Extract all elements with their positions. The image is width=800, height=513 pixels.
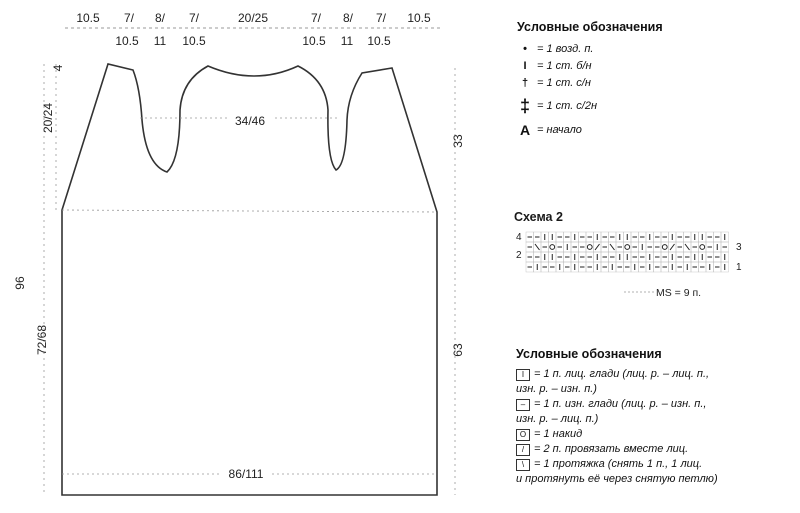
- chest-dim: 34/46: [234, 114, 266, 128]
- right-dim-upper: 33: [451, 134, 465, 148]
- legend-item-label: = 2 п. провязать вместе лиц.: [534, 443, 689, 455]
- stitch-sn-icon: †: [521, 76, 529, 89]
- stitch-symbol: [587, 245, 592, 250]
- legend-item-label: = 1 п. лиц. глади (лиц. р. – лиц. п.,: [534, 368, 710, 380]
- top-dim-sub-6: 10.5: [367, 34, 391, 48]
- top-dim-8: 7/: [375, 11, 387, 25]
- legend-item-k2tog: [516, 442, 786, 457]
- left-dim-armhole: 20/24: [41, 102, 55, 134]
- legend-crochet-title: Условные обозначения: [517, 20, 663, 34]
- left-dim-total: 96: [13, 276, 27, 290]
- top-dim-5: 20/25: [237, 11, 269, 25]
- legend-item-yo: [516, 427, 786, 442]
- hem-dim: 86/111: [228, 467, 264, 481]
- yarn-over-icon: O: [516, 429, 530, 441]
- stitch-grid: [526, 232, 729, 272]
- schema-2-grid: [514, 228, 754, 303]
- row-label-2: 2: [516, 250, 522, 261]
- skpo-icon: \: [516, 459, 530, 471]
- legend-item-label-cont: изн. р. – лиц. п.): [516, 413, 599, 425]
- row-label-1: 1: [736, 262, 742, 273]
- legend-item-label: = 1 ст. с/2н: [537, 100, 598, 112]
- schema-2-title: Схема 2: [514, 210, 563, 224]
- purl-stitch-icon: –: [516, 399, 530, 411]
- stitch-symbol: [550, 245, 555, 250]
- stitch-symbol: [625, 245, 630, 250]
- top-dim-sub-1: 10.5: [115, 34, 139, 48]
- legend-item-label: = 1 ст. б/н: [537, 59, 592, 72]
- k2tog-icon: /: [516, 444, 530, 456]
- stitch-symbol: [610, 244, 615, 250]
- stitch-symbol: [700, 245, 705, 250]
- top-dim-4: 7/: [188, 11, 200, 25]
- stitch-symbol: [662, 245, 667, 250]
- top-dim-sub-3: 10.5: [182, 34, 206, 48]
- legend-item-purl: [516, 397, 786, 427]
- legend-item-label: = 1 возд. п.: [537, 42, 594, 55]
- right-dim-lower: 63: [451, 343, 465, 357]
- dot-icon: •: [523, 42, 527, 55]
- row-label-3: 3: [736, 242, 742, 253]
- legend-item-label: = 1 накид: [534, 428, 583, 440]
- stitch-symbol: [670, 244, 675, 250]
- top-dim-6: 7/: [310, 11, 322, 25]
- legend-knit-title: Условные обозначения: [516, 347, 662, 361]
- legend-item-s2n: [517, 91, 787, 121]
- top-dim-sub-5: 11: [340, 34, 354, 48]
- stitch-bn-icon: I: [523, 59, 527, 72]
- row-label-4: 4: [516, 232, 522, 243]
- legend-item-label: = 1 п. изн. глади (лиц. р. – изн. п.,: [534, 398, 707, 410]
- legend-item-label: = начало: [537, 123, 582, 136]
- knit-stitch-icon: I: [516, 369, 530, 381]
- legend-item-start: [517, 121, 787, 138]
- legend-knit: [516, 347, 786, 487]
- stitch-symbol: [685, 244, 690, 250]
- legend-item-label: = 1 протяжка (снять 1 п., 1 лиц.: [534, 458, 703, 470]
- top-dim-9: 10.5: [407, 11, 431, 25]
- legend-item-knit: [516, 367, 786, 397]
- left-dim-shoulder: 4: [51, 64, 65, 72]
- top-dim-7: 8/: [342, 11, 354, 25]
- top-dim-1: 10.5: [76, 11, 100, 25]
- left-dim-body: 72/68: [35, 324, 49, 356]
- top-dim-sub-2: 11: [153, 34, 167, 48]
- legend-item-chain: [517, 40, 787, 57]
- legend-item-sn: [517, 74, 787, 91]
- top-dim-3: 8/: [154, 11, 166, 25]
- legend-item-bn: [517, 57, 787, 74]
- legend-item-label-cont: и протянуть её через снятую петлю): [516, 473, 718, 485]
- schema-2-repeat: MS = 9 п.: [656, 287, 702, 299]
- stitch-symbol: [535, 244, 540, 250]
- top-dim-sub-4: 10.5: [302, 34, 326, 48]
- legend-item-label: = 1 ст. с/н: [537, 76, 591, 89]
- legend-item-skpo: [516, 457, 786, 487]
- top-dim-2: 7/: [123, 11, 135, 25]
- stitch-s2n-icon: ‡: [519, 95, 530, 116]
- legend-crochet: [517, 20, 787, 138]
- start-icon: A: [519, 121, 531, 138]
- legend-item-label-cont: изн. р. – изн. п.): [516, 383, 597, 395]
- schema-2: [514, 210, 754, 305]
- stitch-symbol: [595, 244, 600, 250]
- garment-outline: [62, 64, 437, 495]
